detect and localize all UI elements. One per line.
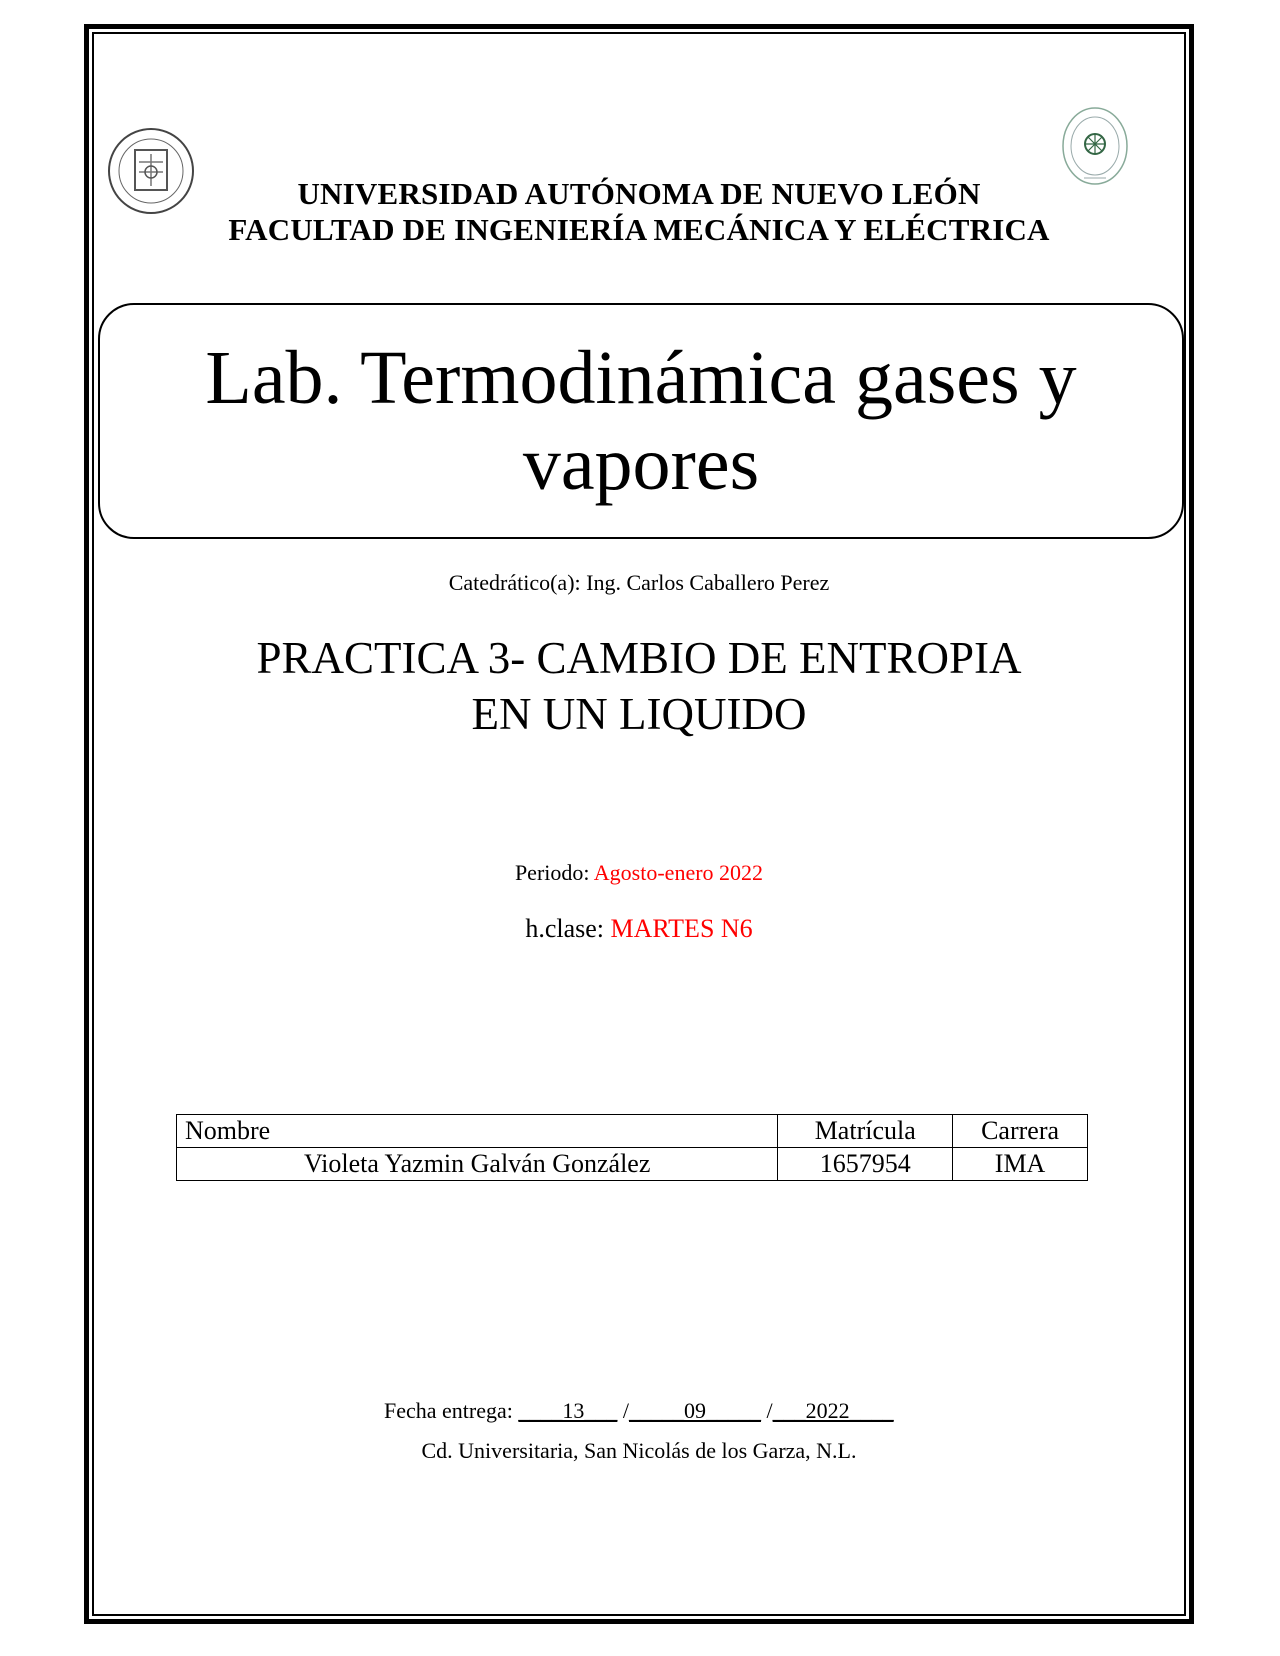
delivery-sep-1: / [622,1398,629,1423]
period-label: Periodo: [514,860,590,885]
class-hour-value: MARTES N6 [610,914,753,943]
delivery-year: ___2022____ [772,1398,894,1423]
professor-line [92,570,1186,596]
delivery-date-line [384,1398,894,1424]
practice-title-line-1: PRACTICA 3- CAMBIO DE ENTROPIA [256,633,1022,683]
student-name-cell: Violeta Yazmin Galván González [177,1148,778,1181]
period-line [92,860,1186,886]
delivery-label: Fecha entrega: [384,1398,513,1423]
header-matricula: Matrícula [778,1115,953,1148]
delivery-sep-2: / [766,1398,773,1423]
page-border-inner [92,32,1186,1616]
header-nombre: Nombre [177,1115,778,1148]
period-value: Agosto-enero 2022 [593,860,764,885]
header-carrera: Carrera [953,1115,1088,1148]
delivery-day: ____13___ [518,1398,618,1423]
practice-title [92,630,1186,742]
university-name: UNIVERSIDAD AUTÓNOMA DE NUEVO LEÓN [297,176,981,211]
class-hour-label: h.clase: [525,914,604,943]
professor-label: Catedrático(a): [448,570,581,595]
course-title: Lab. Termodinámica gases y vapores [205,336,1077,506]
table-row [177,1148,1088,1181]
delivery-month: _____09_____ [629,1398,761,1423]
practice-title-line-2: EN UN LIQUIDO [471,689,807,739]
location-line: Cd. Universitaria, San Nicolás de los Garza, N.L. [421,1438,857,1463]
class-hour-line [92,914,1186,944]
professor-name: Ing. Carlos Caballero Perez [586,570,830,595]
student-id-cell: 1657954 [778,1148,953,1181]
faculty-name: FACULTAD DE INGENIERÍA MECÁNICA Y ELÉCTRICA [228,212,1050,247]
students-table [176,1114,1088,1181]
course-title-box [98,303,1184,539]
student-career-cell: IMA [953,1148,1088,1181]
table-header-row [177,1115,1088,1148]
